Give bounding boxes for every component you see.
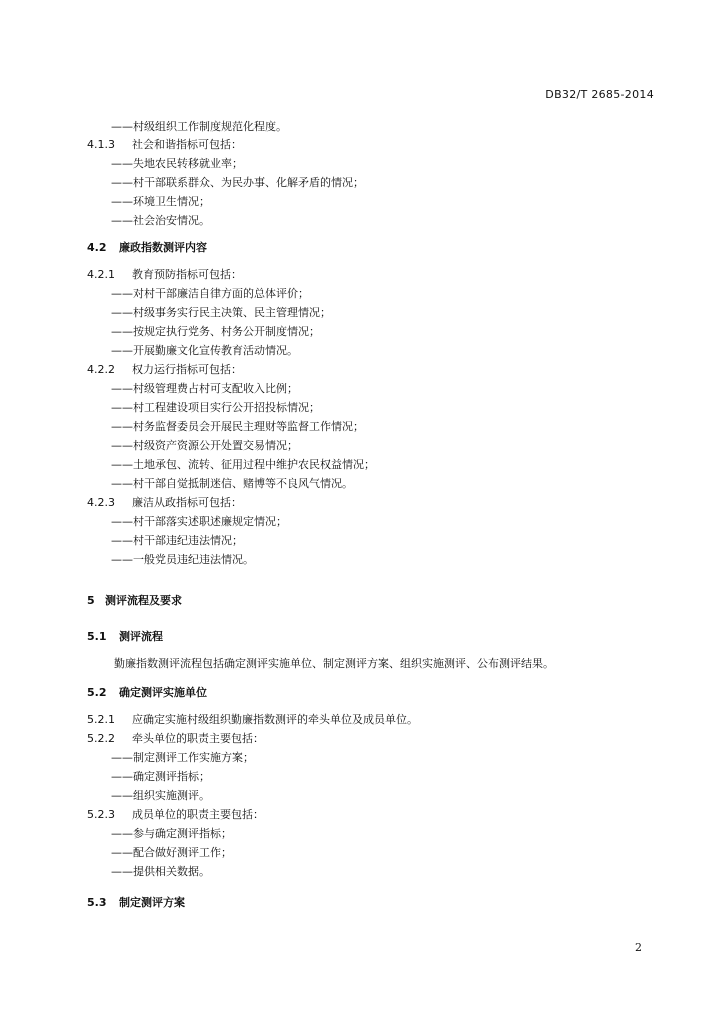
line-text: ——村务监督委员会开展民主理财等监督工作情况； (111, 420, 364, 433)
clause-number: 4.2.2 (87, 363, 115, 376)
line-text: ——社会治安情况。 (111, 214, 210, 227)
line-text: ——按规定执行党务、村务公开制度情况； (111, 325, 320, 338)
clause-number: 5 (87, 594, 95, 607)
line-text: ——村干部自觉抵制迷信、赌博等不良风气情况。 (111, 477, 353, 490)
line-text: 牵头单位的职责主要包括： (132, 732, 264, 745)
line-text: ——组织实施测评。 (111, 789, 210, 802)
line-text: ——村干部联系群众、为民办事、化解矛盾的情况； (111, 176, 364, 189)
clause-number: 5.2.1 (87, 713, 115, 726)
line-text: 权力运行指标可包括： (132, 363, 242, 376)
line-text: 制定测评方案 (119, 896, 185, 909)
line-text: ——对村干部廉洁自律方面的总体评价； (111, 287, 309, 300)
line-text: ——村级组织工作制度规范化程度。 (111, 120, 287, 133)
line-text: 成员单位的职责主要包括： (132, 808, 264, 821)
clause-number: 4.1.3 (87, 138, 115, 151)
line-text: 社会和谐指标可包括： (132, 138, 242, 151)
line-text: ——确定测评指标； (111, 770, 210, 783)
line-text: 教育预防指标可包括： (132, 268, 242, 281)
line-text: 确定测评实施单位 (119, 686, 207, 699)
line-text: ——村干部落实述职述廉规定情况； (111, 515, 287, 528)
line-text: ——土地承包、流转、征用过程中维护农民权益情况； (111, 458, 375, 471)
line-text: 廉政指数测评内容 (119, 241, 207, 254)
line-text: ——配合做好测评工作； (111, 846, 232, 859)
line-text: ——村级事务实行民主决策、民主管理情况； (111, 306, 331, 319)
line-text: ——村干部违纪违法情况； (111, 534, 243, 547)
line-text: ——参与确定测评指标； (111, 827, 232, 840)
clause-number: 5.2.2 (87, 732, 115, 745)
document-code: DB32/T 2685-2014 (545, 88, 654, 101)
clause-number: 4.2.3 (87, 496, 115, 509)
clause-number: 4.2 (87, 241, 107, 254)
line-text: ——开展勤廉文化宣传教育活动情况。 (111, 344, 298, 357)
line-text: ——村级管理费占村可支配收入比例； (111, 382, 298, 395)
line-text: ——一般党员违纪违法情况。 (111, 553, 254, 566)
clause-number: 5.2 (87, 686, 107, 699)
line-text: ——环境卫生情况； (111, 195, 210, 208)
clause-number: 5.2.3 (87, 808, 115, 821)
line-text: ——提供相关数据。 (111, 865, 210, 878)
line-text: ——村工程建设项目实行公开招投标情况； (111, 401, 320, 414)
clause-number: 4.2.1 (87, 268, 115, 281)
line-text: 勤廉指数测评流程包括确定测评实施单位、制定测评方案、组织实施测评、公布测评结果。 (114, 657, 554, 670)
line-text: ——制定测评工作实施方案； (111, 751, 254, 764)
line-text: 测评流程 (119, 630, 163, 643)
clause-number: 5.1 (87, 630, 107, 643)
page-number: 2 (635, 941, 642, 954)
line-text: 测评流程及要求 (105, 594, 182, 607)
line-text: ——村级资产资源公开处置交易情况； (111, 439, 298, 452)
line-text: 应确定实施村级组织勤廉指数测评的牵头单位及成员单位。 (132, 713, 418, 726)
clause-number: 5.3 (87, 896, 107, 909)
line-text: ——失地农民转移就业率； (111, 157, 243, 170)
line-text: 廉洁从政指标可包括： (132, 496, 242, 509)
